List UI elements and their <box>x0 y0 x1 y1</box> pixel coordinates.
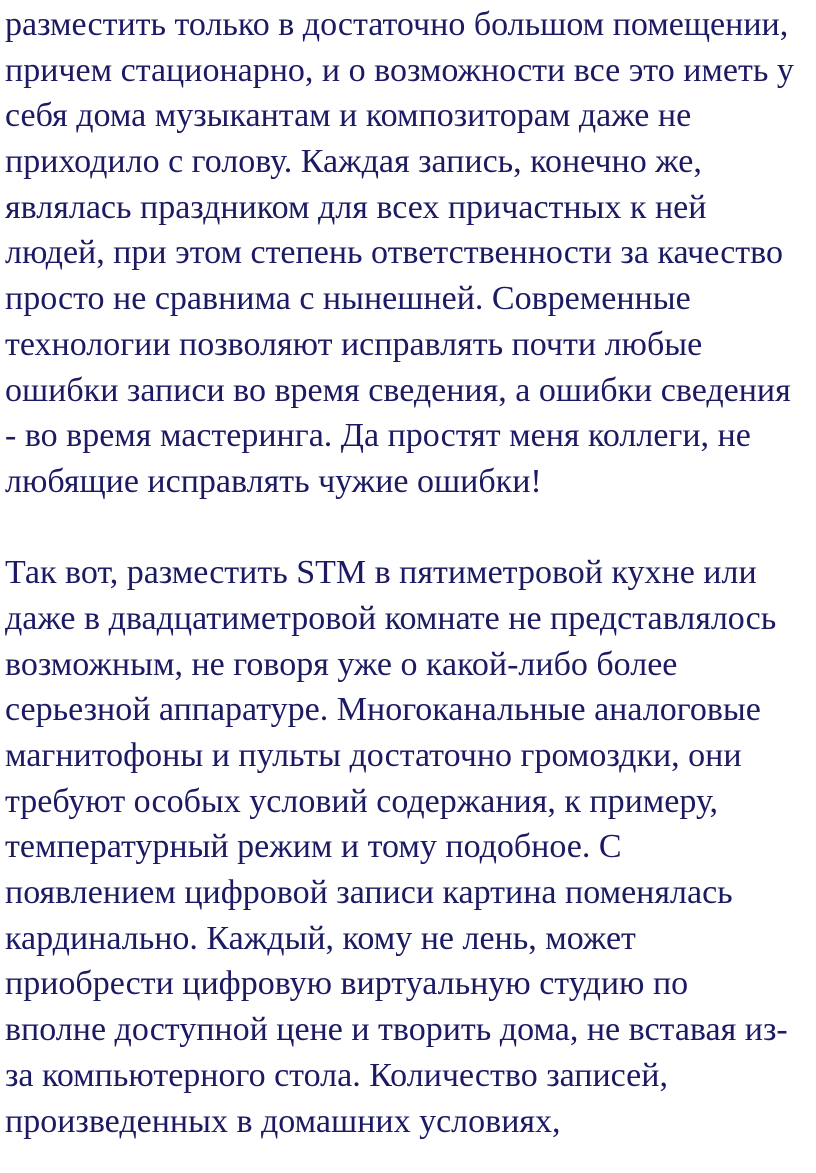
text-line: возможным, не говоря уже о какой-либо более <box>5 645 678 683</box>
text-line: технологии позволяют исправлять почти любые <box>5 325 703 363</box>
text-line: кардинально. Каждый, кому не лень, может <box>5 919 636 957</box>
text-line: любящие исправлять чужие ошибки! <box>5 462 542 500</box>
text-line: серьезной аппаратуре. Многоканальные аналоговые <box>5 691 761 729</box>
paragraph-1 <box>5 2 813 505</box>
text-line: за компьютерного стола. Количество записей, <box>5 1056 668 1094</box>
paragraph-2 <box>5 550 813 1144</box>
text-line: приходило с голову. Каждая запись, конечно же, <box>5 143 702 181</box>
text-line: людей, при этом степень ответственности за качество <box>5 234 783 272</box>
text-line: температурный режим и тому подобное. С <box>5 828 622 866</box>
text-line: появлением цифровой записи картина поменялась <box>5 874 733 912</box>
text-line: разместить только в достаточно большом помещении, <box>5 6 789 43</box>
text-line: даже в двадцатиметровой комнате не представлялось <box>5 599 777 637</box>
text-line: требуют особых условий содержания, к примеру, <box>5 782 719 820</box>
text-line: вполне доступной цене и творить дома, не вставая из- <box>5 1011 788 1049</box>
text-line: - во время мастеринга. Да простят меня коллеги, не <box>5 417 751 455</box>
text-line: приобрести цифровую виртуальную студию по <box>5 965 689 1003</box>
paragraph-spacer <box>5 505 813 551</box>
text-line: просто не сравнима с нынешней. Современные <box>5 280 691 318</box>
text-line: магнитофоны и пульты достаточно громоздки, они <box>5 737 742 774</box>
text-line: произведенных в домашних условиях, <box>5 1102 561 1140</box>
text-line: себя дома музыкантам и композиторам даже не <box>5 97 692 135</box>
text-line: Так вот, разместить STM в пятиметровой кухне или <box>5 554 757 592</box>
text-line: ошибки записи во время сведения, а ошибки сведения <box>5 371 791 409</box>
text-line: являлась праздником для всех причастных к ней <box>5 188 707 226</box>
document-page <box>5 2 813 1144</box>
text-line: причем стационарно, и о возможности все это иметь у <box>5 51 794 89</box>
